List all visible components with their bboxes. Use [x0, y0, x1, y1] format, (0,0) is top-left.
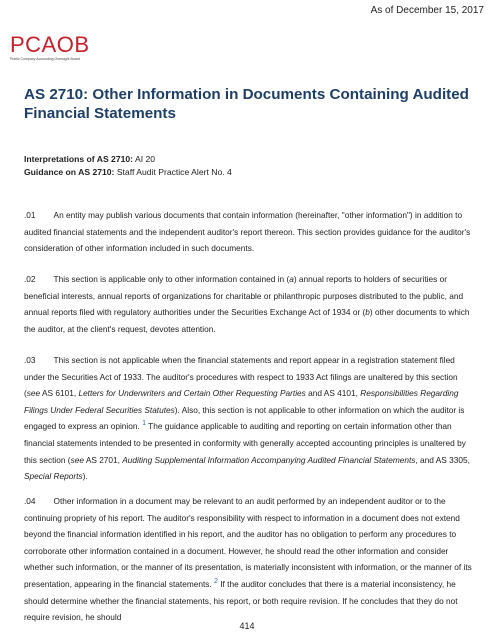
- paragraph-number: .04: [24, 496, 36, 506]
- standard-title: Special Reports: [24, 471, 83, 482]
- as-of-date: As of December 15, 2017: [370, 5, 484, 16]
- paragraph-text: AS 6101,: [40, 388, 79, 399]
- emphasis: see: [70, 454, 84, 465]
- paragraph-text: AS 2701,: [83, 454, 123, 465]
- paragraph-number: .01: [24, 210, 36, 220]
- document-title: AS 2710: Other Information in Documents Containing Audited Financial Statements: [24, 86, 469, 122]
- paragraph-text: An entity may publish various documents that contain information (hereinafter, "other information") in addition to audited financial statements and the independent auditor's report thereon. This section provides guidance for the auditor's consideration of other information included in such documents.: [24, 210, 471, 254]
- paragraph-number: .03: [24, 355, 36, 365]
- guidance-label: Guidance on AS 2710:: [24, 167, 115, 177]
- paragraph-04: [24, 493, 472, 626]
- logo-subtitle: Public Company Accounting Oversight Board: [10, 57, 80, 61]
- guidance-link[interactable]: Staff Audit Practice Alert No. 4: [116, 167, 232, 177]
- paragraph-01: [24, 207, 472, 257]
- guidance-line: [24, 166, 232, 178]
- paragraph-number: .02: [24, 274, 36, 284]
- page-number: 414: [239, 621, 255, 631]
- paragraph-text: ) other documents to which the auditor, at the client's request, devotes attention.: [24, 307, 470, 334]
- paragraph-02: [24, 271, 472, 337]
- paragraph-text: , and AS 3305,: [415, 454, 470, 465]
- paragraph-text: ) annual reports to holders of securities or beneficial interests, annual reports of organizations for charitable or philanthropic purposes distributed to the public, and annual reports filed with regulatory authorities under the Securities Exchange Act of 1934 or (: [24, 274, 464, 318]
- logo-wordmark: PCAOB: [10, 32, 90, 57]
- footnote-link-2[interactable]: 2: [214, 578, 218, 586]
- standard-title: Letters for Underwriters and Certain Other Requesting Parties: [78, 388, 306, 399]
- standard-title: Auditing Supplemental Information Accompanying Audited Financial Statements: [122, 454, 416, 465]
- paragraph-text: The guidance applicable to auditing and reporting on certain information other than financial statements intended to be presented in conformity with generally accepted accounting principles is unaltered by this section (: [24, 421, 466, 465]
- paragraph-03: [24, 352, 472, 485]
- interpretations-link[interactable]: AI 20: [134, 154, 156, 164]
- paragraph-text: This section is applicable only to other information contained in (: [53, 274, 290, 284]
- pcaob-logo: [10, 34, 90, 61]
- paragraph-text: ).: [82, 471, 88, 482]
- paragraph-text: If the auditor concludes that there is a material inconsistency, he should determine whether the financial statements, his report, or both require revision. If he concludes that they do not require revision, he should: [24, 578, 458, 623]
- emphasis: a: [289, 274, 294, 284]
- paragraph-text: and AS 4101,: [305, 388, 361, 399]
- standard-title: Responsibilities Regarding Filings Under Federal Securities Statutes: [24, 388, 459, 415]
- footnote-link-1[interactable]: 1: [142, 420, 146, 428]
- interpretations-label: Interpretations of AS 2710:: [24, 154, 134, 164]
- interpretations-line: [24, 153, 155, 165]
- paragraph-text: Other information in a document may be relevant to an audit performed by an independent auditor or to the continuing propriety of his report. The auditor's responsibility with respect to information in a document does not extend beyond the financial information identified in his report, and the auditor has no obligation to perform any procedures to corroborate other information contained in a document. However, he should read the other information and consider whether such information, or the manner of its presentation, is materially inconsistent with information, or the manner of its presentation, appearing in the financial statements.: [24, 496, 472, 589]
- emphasis: b: [365, 307, 370, 318]
- paragraph-text: This section is not applicable when the financial statements and report appear in a registration statement filed under the Securities Act of 1933. The auditor's procedures with respect to 1933 Act filings are unaltered by this section (: [24, 355, 458, 399]
- emphasis: see: [26, 388, 41, 399]
- paragraph-text: ). Also, this section is not applicable to other information on which the auditor is engaged to express an opinion.: [24, 404, 465, 432]
